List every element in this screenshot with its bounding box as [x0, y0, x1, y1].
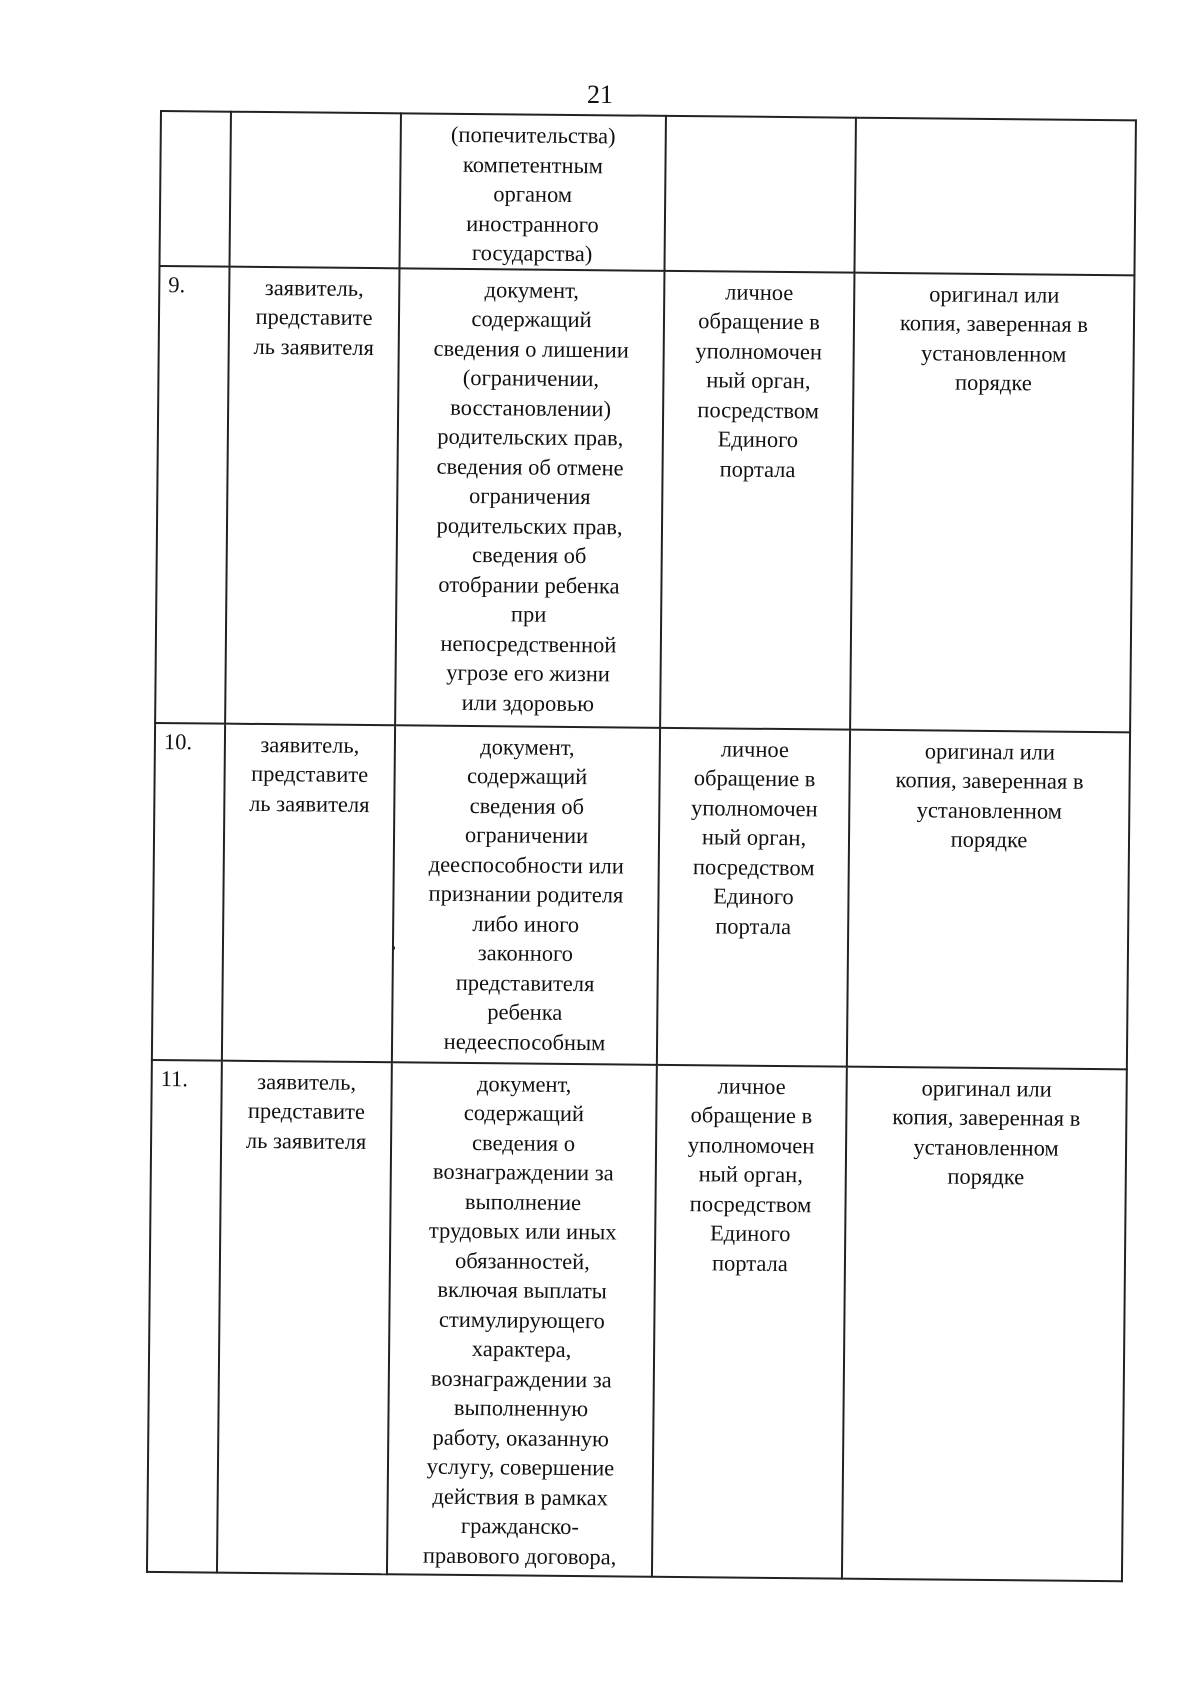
table-row	[147, 1059, 1127, 1580]
document-description: документ, содержащий сведения об ограничении дееспособности или признании родителя либо иного законного представителя ребенка недееспособным	[428, 733, 624, 1055]
submission-method-cell	[652, 1064, 847, 1578]
page-number: 21	[587, 80, 613, 109]
scan-speck	[392, 946, 395, 950]
document-form: оригинал или копия, заверенная в установленном порядке	[895, 737, 1084, 853]
document-description: документ, содержащий сведения о вознаграждении за выполнение трудовых или иных обязанностей, включая выплаты стимулирующего характера, вознаграждении за выполненную работу, оказанную услугу, совершение действия в рамках гражданско- правового договора,	[422, 1070, 617, 1569]
document-description-cell	[392, 725, 660, 1065]
submission-method: личное обращение в уполномочен ный орган, посредством Единого портала	[695, 278, 823, 482]
submission-method: личное обращение в уполномочен ный орган, посредством Единого портала	[690, 735, 818, 939]
row-number: 9.	[168, 271, 186, 297]
applicant-cell	[222, 723, 395, 1062]
applicant-text: заявитель, представите ль заявителя	[245, 1068, 367, 1154]
row-number-cell	[147, 1059, 222, 1572]
applicant-text: заявитель, представите ль заявителя	[249, 731, 370, 817]
table-row	[155, 266, 1134, 732]
document-description-cell	[387, 1062, 657, 1577]
applicant-cell	[225, 266, 399, 725]
document-form-cell	[842, 1066, 1127, 1581]
document-description: документ, содержащий сведения о лишении (ограничении, восстановлении) родительских прав, сведения об отмене ограничения родительских прав, сведения об отобрании ребенка при непосредственной угрозе его жизни или здоровью	[433, 276, 629, 716]
row-number-cell	[152, 722, 225, 1060]
row-number: 11.	[160, 1065, 189, 1091]
row-number: 10.	[163, 728, 193, 754]
document-description-cell	[395, 268, 664, 728]
document-form-cell	[854, 118, 1135, 275]
table-row-continuation	[160, 111, 1136, 275]
applicant-cell	[217, 1060, 392, 1574]
submission-method-cell	[660, 270, 854, 729]
submission-method: личное обращение в уполномочен ный орган, посредством Единого портала	[687, 1072, 815, 1276]
submission-method-cell	[664, 116, 855, 272]
document-description-cell	[399, 113, 665, 270]
row-number-cell	[160, 111, 231, 266]
document-form: оригинал или копия, заверенная в установленном порядке	[892, 1074, 1081, 1190]
row-number-cell	[155, 266, 229, 724]
document-form-cell	[847, 729, 1130, 1069]
applicant-text: заявитель, представите ль заявителя	[253, 274, 375, 360]
document-form-cell	[850, 272, 1134, 732]
document-description: (попечительства) компетентным органом иностранного государства)	[450, 121, 616, 267]
table-row	[152, 722, 1130, 1068]
document-form: оригинал или копия, заверенная в установленном порядке	[899, 280, 1089, 396]
applicant-cell	[230, 112, 401, 268]
documents-table	[146, 110, 1137, 1582]
submission-method-cell	[657, 727, 850, 1066]
